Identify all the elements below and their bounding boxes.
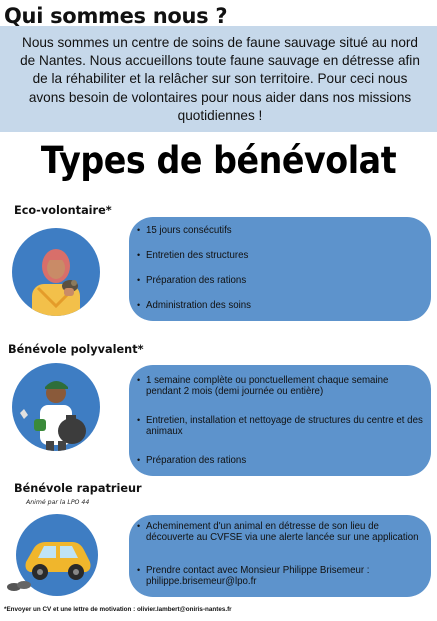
footer-note: *Envoyer un CV et une lettre de motivation : olivier.lambert@oniris-nantes.fr: [4, 606, 232, 613]
woman-holding-bird-illustration: [12, 228, 100, 316]
intro-title: Qui sommes nous ?: [4, 4, 228, 28]
bullet-panel-eco-volontaire: [129, 217, 431, 321]
bullet-panel-benevole-polyvalent: [129, 365, 431, 476]
volunteer-with-trash-bag-illustration: [12, 363, 100, 451]
list-item: • Entretien des structures: [137, 250, 249, 261]
list-item: • Administration des soins: [137, 300, 251, 311]
list-item: • Entretien, installation et nettoyage de structures du centre et des animaux: [137, 415, 423, 438]
list-item: • Préparation des rations: [137, 275, 247, 286]
list-item: • Acheminement d'un animal en détresse de son lieu de découverte au CVFSE via une alerte lancée sur une application: [137, 521, 419, 544]
tires-illustration: [6, 577, 32, 591]
list-item: • 15 jours consécutifs: [137, 225, 232, 236]
section-title-benevole-rapatrieur: Bénévole rapatrieur: [14, 482, 142, 495]
section-subtitle: Animé par la LPO 44: [26, 499, 90, 506]
page-title: Types de bénévolat: [40, 139, 397, 182]
intro-text: Nous sommes un centre de soins de faune sauvage situé au nord de Nantes. Nous accueillons toute faune sauvage en détresse afin de la réhabiliter et la relâcher sur son territoire. Pour ceci nous avons besoin de volontaires pour nous aider dans nos missions quotidiennes !: [20, 35, 420, 123]
bullet-panel-benevole-rapatrieur: [129, 515, 431, 597]
section-title-benevole-polyvalent: Bénévole polyvalent*: [8, 343, 144, 356]
section-title-eco-volontaire: Eco-volontaire*: [14, 204, 112, 217]
list-item: • 1 semaine complète ou ponctuellement chaque semaine pendant 2 mois (demi journée ou entière): [137, 375, 389, 398]
list-item: • Préparation des rations: [137, 455, 247, 466]
list-item: • Prendre contact avec Monsieur Philippe Brisemeur : philippe.brisemeur@lpo.fr: [137, 565, 370, 588]
